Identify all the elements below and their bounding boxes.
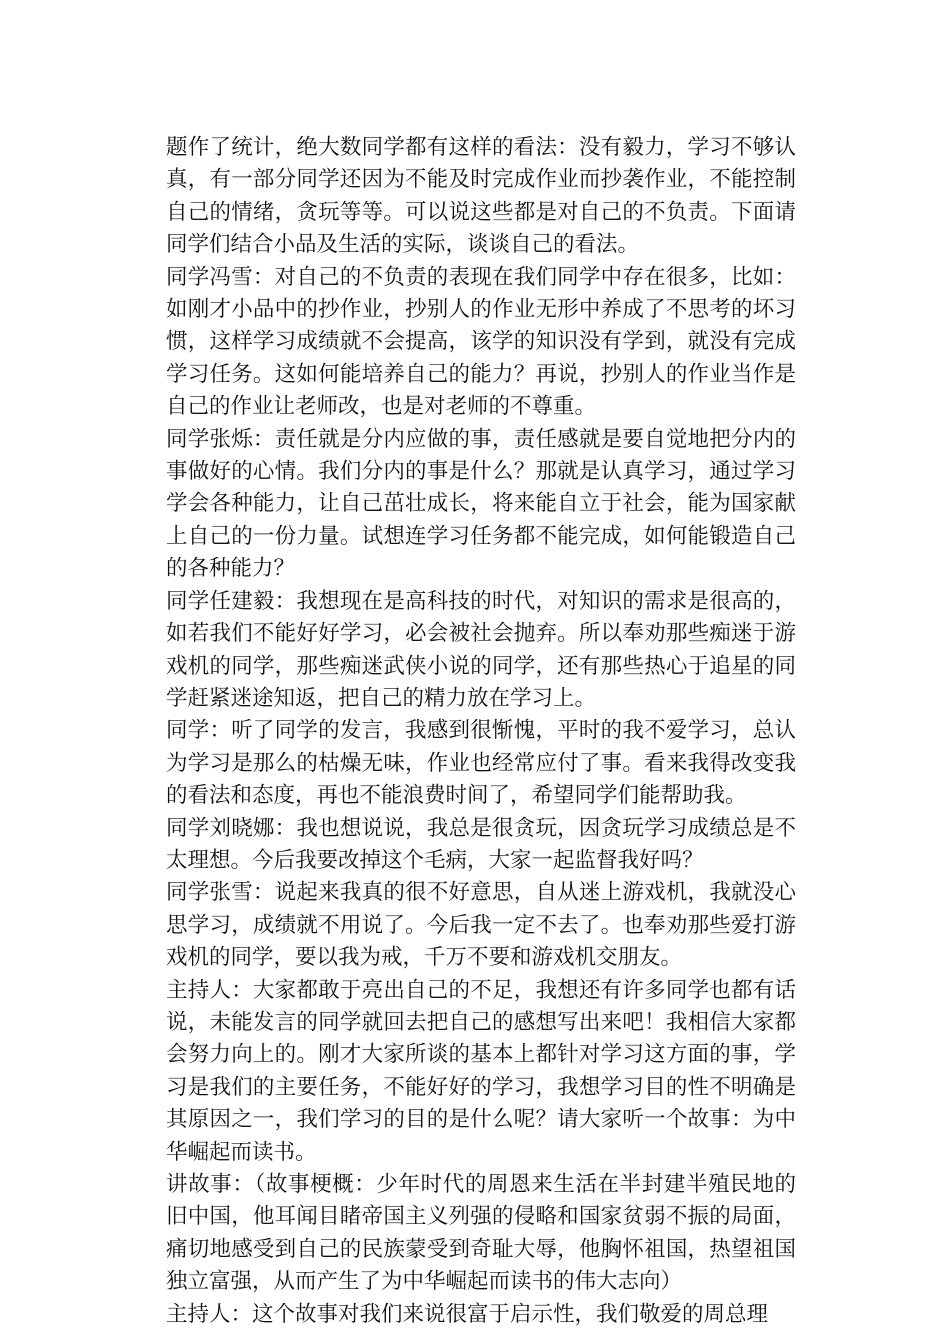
paragraph-statistics-intro: 题作了统计，绝大数同学都有这样的看法：没有毅力，学习不够认真，有一部分同学还因为不能及时完成作业而抄袭作业，不能控制自己的情绪，贪玩等等。可以说这些都是对自己的不负责。下面请同学们结合小品及生活的实际，谈谈自己的看法。 bbox=[166, 135, 796, 258]
paragraph-zhang-shuo: 同学张烁：责任就是分内应做的事，责任感就是要自觉地把分内的事做好的心情。我们分内的事是什么？那就是认真学习，通过学习学会各种能力，让自己茁壮成长，将来能自立于社会，能为国家献上自己的一份力量。试想连学习任务都不能完成，如何能锻造自己的各种能力？ bbox=[166, 426, 796, 582]
document-body bbox=[166, 132, 796, 1331]
paragraph-host-1: 主持人：大家都敢于亮出自己的不足，我想还有许多同学也都有话说，未能发言的同学就回去把自己的感想写出来吧！我相信大家都会努力向上的。刚才大家所谈的基本上都针对学习这方面的事，学习是我们的主要任务，不能好好的学习，我想学习目的性不明确是其原因之一，我们学习的目的是什么呢？请大家听一个故事：为中华崛起而读书。 bbox=[166, 977, 796, 1165]
paragraph-host-2: 主持人：这个故事对我们来说很富于启示性，我们敬爱的周总理 bbox=[166, 1301, 769, 1327]
paragraph-ren-jianyi: 同学任建毅：我想现在是高科技的时代，对知识的需求是很高的，如若我们不能好好学习，必会被社会抛弃。所以奉劝那些痴迷于游戏机的同学，那些痴迷武侠小说的同学，还有那些热心于追星的同学赶紧迷途知返，把自己的精力放在学习上。 bbox=[166, 588, 796, 711]
paragraph-liu-xiaona: 同学刘晓娜：我也想说说，我总是很贪玩，因贪玩学习成绩总是不太理想。今后我要改掉这个毛病，大家一起监督我好吗？ bbox=[166, 815, 796, 873]
paragraph-feng-xue: 同学冯雪：对自己的不负责的表现在我们同学中存在很多，比如：如刚才小品中的抄作业，抄别人的作业无形中养成了不思考的坏习惯，这样学习成绩就不会提高，该学的知识没有学到，就没有完成学习任务。这如何能培养自己的能力？再说，抄别人的作业当作是自己的作业让老师改，也是对老师的不尊重。 bbox=[166, 264, 796, 420]
paragraph-story: 讲故事：（故事梗概：少年时代的周恩来生活在半封建半殖民地的旧中国，他耳闻目睹帝国主义列强的侵略和国家贫弱不振的局面，痛切地感受到自己的民族蒙受到奇耻大辱，他胸怀祖国，热望祖国独立富强，从而产生了为中华崛起而读书的伟大志向） bbox=[166, 1172, 796, 1295]
paragraph-zhang-xue: 同学张雪：说起来我真的很不好意思，自从迷上游戏机，我就没心思学习，成绩就不用说了。今后我一定不去了。也奉劝那些爱打游戏机的同学，要以我为戒，千万不要和游戏机交朋友。 bbox=[166, 880, 796, 971]
paragraph-classmate: 同学：听了同学的发言，我感到很惭愧，平时的我不爱学习，总认为学习是那么的枯燥无味，作业也经常应付了事。看来我得改变我的看法和态度，再也不能浪费时间了，希望同学们能帮助我。 bbox=[166, 718, 796, 809]
